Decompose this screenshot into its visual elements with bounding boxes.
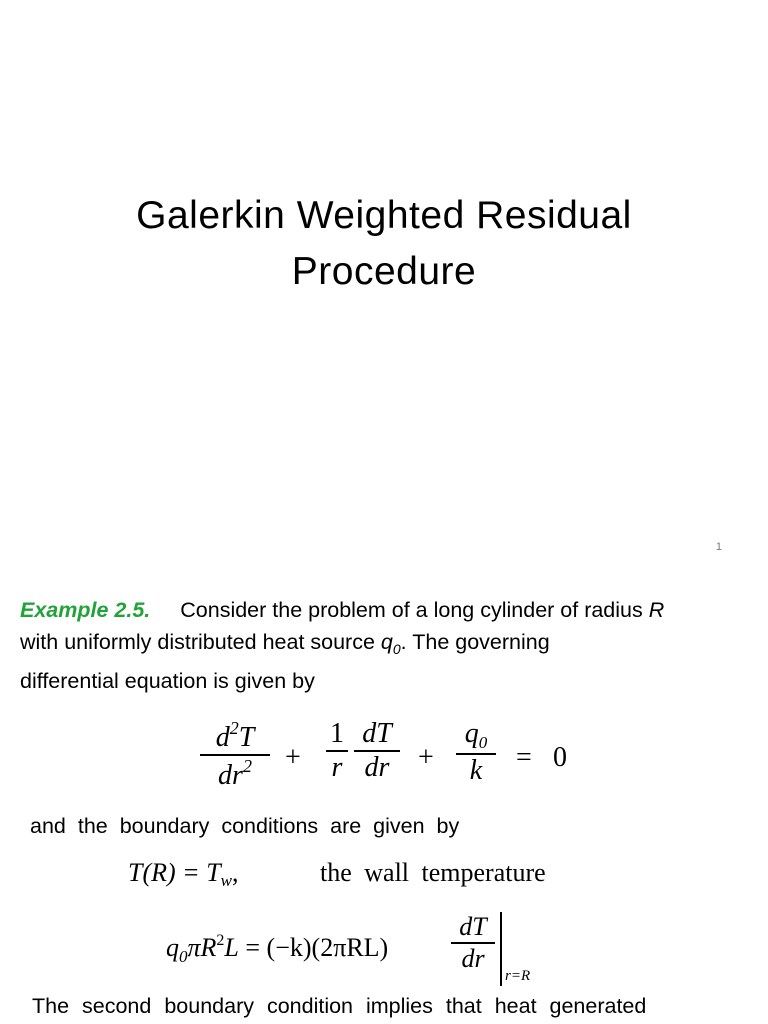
governing-equation bbox=[0, 576, 768, 806]
slide-title-line2: Procedure bbox=[291, 250, 477, 293]
evaluation-point: r=R bbox=[505, 968, 531, 984]
slide-title bbox=[0, 188, 768, 300]
bc2-derivative: dT dr bbox=[451, 912, 495, 974]
heat-source-symbol: $q_0$ bbox=[380, 630, 401, 657]
closing-text: The second boundary condition implies that heat generated bbox=[32, 994, 647, 1018]
term-q0-over-k: $q_0$ k bbox=[456, 718, 496, 787]
governing-text: . The governing bbox=[400, 630, 550, 654]
plus-sign-2: + bbox=[418, 742, 434, 773]
example-slide bbox=[0, 576, 768, 1024]
term-1-over-r: 1 r bbox=[326, 718, 348, 784]
example-label: Example 2.5. bbox=[20, 598, 151, 622]
page-number: 1 bbox=[715, 541, 722, 553]
plus-sign-1: + bbox=[285, 742, 301, 773]
equals-sign: = bbox=[516, 742, 532, 773]
paragraph-line3: differential equation is given by bbox=[20, 669, 315, 693]
boundary-conditions-intro: and the boundary conditions are given by bbox=[30, 814, 460, 838]
equation-rhs: 0 bbox=[553, 742, 567, 773]
evaluation-bar bbox=[500, 912, 502, 986]
intro-text: Consider the problem of a long cylinder of radius bbox=[180, 598, 643, 622]
wall-temperature-label: the wall temperature bbox=[320, 858, 546, 887]
slide-title-line1: Galerkin Weighted Residual bbox=[136, 194, 632, 237]
term-dT-dr: dT dr bbox=[354, 718, 400, 784]
boundary-condition-1: T(R) = Tw, bbox=[128, 858, 239, 890]
boundary-condition-2: $q_0\pi R^2L = (-k)(2\pi RL)$ bbox=[166, 932, 389, 966]
heat-source-text: with uniformly distributed heat source bbox=[20, 630, 375, 654]
radius-symbol: R bbox=[648, 598, 665, 622]
term-d2T-dr2: $d^2T$ $dr^2$ bbox=[200, 718, 270, 792]
